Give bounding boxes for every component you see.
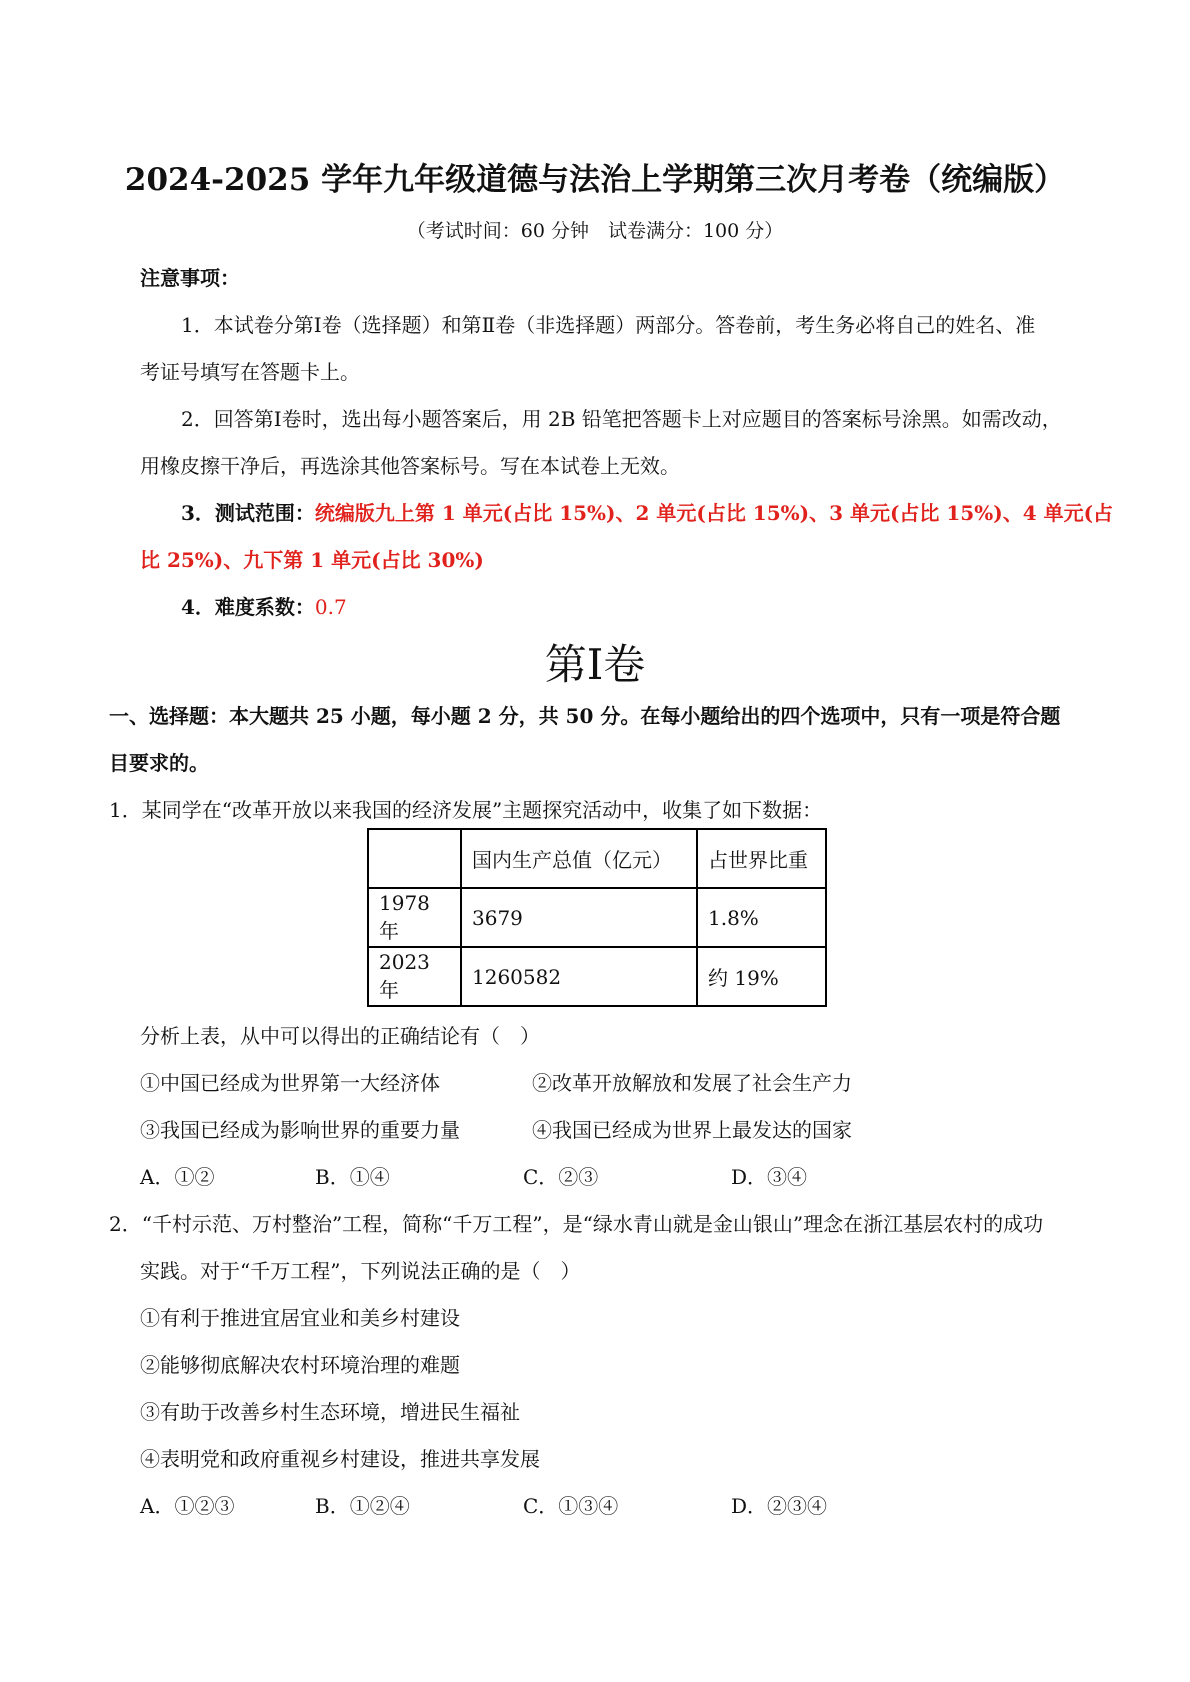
q2-answer-d: D．②③④	[731, 1494, 828, 1518]
q1-statement-4: ④我国已经成为世界上最发达的国家	[532, 1118, 852, 1142]
q2-statement-2: ②能够彻底解决农村环境治理的难题	[140, 1353, 460, 1377]
q2-statement-4: ④表明党和政府重视乡村建设，推进共享发展	[140, 1447, 540, 1471]
question-2-stem: 2．“千村示范、万村整治”工程，简称“千万工程”，是“绿水青山就是金山银山”理念在浙江基层农村的成功	[109, 1212, 1044, 1236]
q1-answer-c: C．②③	[523, 1165, 599, 1189]
notice-item-3	[181, 497, 1113, 526]
notice-item-1-cont: 考证号填写在答题卡上。	[140, 360, 360, 384]
q1-answer-a: A．①②	[140, 1165, 215, 1189]
q2-answer-b: B．①②④	[315, 1494, 410, 1518]
q2-statement-3: ③有助于改善乡村生态环境，增进民生福祉	[140, 1400, 520, 1424]
test-scope-value: 统编版九上第 1 单元(占比 15%)、2 单元(占比 15%)、3 单元(占比 15%)、4 单元(占	[314, 501, 1114, 525]
table-header-cell	[368, 829, 461, 888]
section-heading-cont: 目要求的。	[109, 751, 209, 775]
table-header-row	[368, 829, 826, 888]
table-cell: 1978 年	[368, 888, 461, 947]
q2-answer-a: A．①②③	[140, 1494, 235, 1518]
question-2-stem-cont: 实践。对于“千万工程”，下列说法正确的是（ ）	[140, 1259, 581, 1283]
section-heading: 一、选择题：本大题共 25 小题，每小题 2 分，共 50 分。在每小题给出的四个选项中，只有一项是符合题	[109, 704, 1061, 728]
notice-item-1: 1．本试卷分第Ⅰ卷（选择题）和第Ⅱ卷（非选择题）两部分。答卷前，考生务必将自己的姓名、准	[181, 313, 1036, 337]
notice-heading: 注意事项：	[140, 266, 240, 290]
question-1-prompt: 分析上表，从中可以得出的正确结论有（ ）	[140, 1024, 540, 1048]
table-row	[368, 947, 826, 1006]
table-cell: 2023 年	[368, 947, 461, 1006]
question-1-stem: 1．某同学在“改革开放以来我国的经济发展”主题探究活动中，收集了如下数据：	[109, 798, 823, 822]
q1-answer-b: B．①④	[315, 1165, 390, 1189]
table-cell: 约 19%	[697, 947, 826, 1006]
q1-statement-2: ②改革开放解放和发展了社会生产力	[532, 1071, 852, 1095]
notice-item-2: 2．回答第Ⅰ卷时，选出每小题答案后，用 2B 铅笔把答题卡上对应题目的答案标号涂黑。如需改动，	[181, 407, 1062, 431]
notice-item-2-cont: 用橡皮擦干净后，再选涂其他答案标号。写在本试卷上无效。	[140, 454, 680, 478]
table-row	[368, 888, 826, 947]
test-scope-label: 3．测试范围：	[181, 501, 315, 525]
table-cell: 3679	[461, 888, 697, 947]
difficulty-label: 4．难度系数：	[181, 595, 315, 619]
q2-statement-1: ①有利于推进宜居宜业和美乡村建设	[140, 1306, 460, 1330]
table-header-cell: 国内生产总值（亿元）	[461, 829, 697, 888]
difficulty-value: 0.7	[314, 595, 347, 619]
table-header-cell: 占世界比重	[697, 829, 826, 888]
table-cell: 1.8%	[697, 888, 826, 947]
q1-statement-3: ③我国已经成为影响世界的重要力量	[140, 1118, 460, 1142]
q1-answer-d: D．③④	[731, 1165, 808, 1189]
notice-item-4	[181, 591, 347, 620]
exam-info: （考试时间：60 分钟 试卷满分：100 分）	[406, 220, 784, 242]
page-title: 2024-2025 学年九年级道德与法治上学期第三次月考卷（统编版）	[124, 162, 1066, 198]
volume-heading: 第Ⅰ卷	[544, 640, 646, 689]
q1-statement-1: ①中国已经成为世界第一大经济体	[140, 1071, 440, 1095]
test-scope-value-cont: 比 25%)、九下第 1 单元(占比 30%)	[140, 548, 484, 572]
gdp-table	[367, 828, 827, 1007]
table-cell: 1260582	[461, 947, 697, 1006]
q2-answer-c: C．①③④	[523, 1494, 619, 1518]
